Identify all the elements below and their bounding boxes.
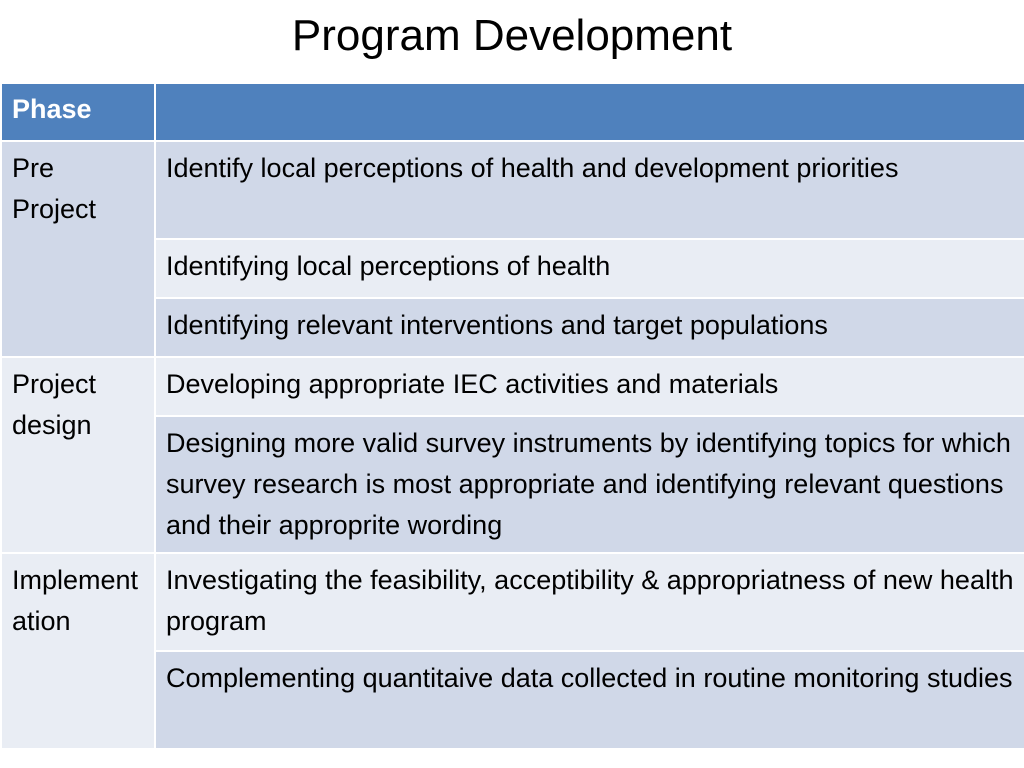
activity-text: Identify local perceptions of health and development priorities	[166, 153, 899, 183]
slide-title: Program Development	[291, 11, 733, 60]
table-row	[1, 553, 1024, 651]
activity-cell	[155, 357, 1024, 416]
table-row	[1, 357, 1024, 416]
header-phase: Phase	[1, 83, 155, 141]
table-row	[1, 651, 1024, 749]
activity-cell	[155, 298, 1024, 357]
activity-text: Investigating the feasibility, acceptibility & appropriatness of new health program	[166, 565, 1014, 636]
activity-cell	[155, 651, 1024, 749]
phase-label: Project design	[12, 369, 97, 440]
phase-label: Implementation	[12, 565, 139, 636]
phase-label: Pre Project	[12, 153, 97, 224]
program-development-table	[0, 82, 1024, 750]
activity-text: Complementing quantitaive data collected in routine monitoring studies	[166, 663, 1013, 693]
phase-project-design	[1, 357, 155, 553]
table-row	[1, 141, 1024, 239]
activity-text: Identifying relevant interventions and target populations	[166, 310, 828, 340]
activity-cell	[155, 553, 1024, 651]
phase-implementation	[1, 553, 155, 749]
activity-text: Developing appropriate IEC activities and materials	[166, 369, 779, 399]
table-header-row	[1, 83, 1024, 141]
table-row	[1, 298, 1024, 357]
activity-text: Designing more valid survey instruments by identifying topics for which survey research is most appropriate and identifying relevant questions and their approprite wording	[166, 428, 1011, 540]
phase-pre-project	[1, 141, 155, 357]
activity-cell	[155, 239, 1024, 298]
table-row	[1, 239, 1024, 298]
table-row	[1, 416, 1024, 553]
activity-cell	[155, 416, 1024, 553]
activity-cell	[155, 141, 1024, 239]
header-description	[155, 83, 1024, 141]
activity-text: Identifying local perceptions of health	[166, 251, 611, 281]
